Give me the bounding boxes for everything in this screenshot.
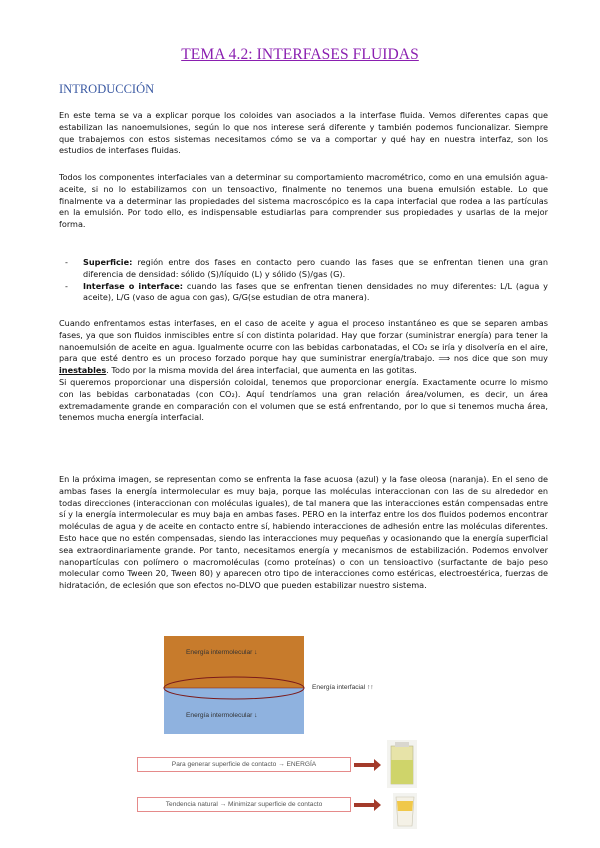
paragraph-figure-description: En la próxima imagen, se representan como se enfrenta la fase acuosa (azul) y la fase oleosa (naranja). En el seno de ambas fases la energía intermolecular es muy baja, porque las moléculas interaccionan con las de su alrededor en todas direcciones (interaccionan con moléculas iguales), de tal manera que las interacciones están compensadas entre sí y la energía intermolecular es muy baja en ambas fases. PERO en la interfaz entre los dos fluidos podemos encontrar moléculas de agua y de aceite en contacto entre sí, habiendo interacciones de adhesión entre las moléculas diferentes. Esto hace que no estén compensadas, siendo las interacciones muy pequeñas y ocasionando que la energía superficial sea extraordinariamente grande. Por tanto, necesitamos energía y mecanismos de estabilización. Podemos envolver nanopartículas con polímero o macromoléculas (como proteínas) o con un tensioactivo (surfactante de bajo peso molecular como Tween 20, Tween 80) y aparecen otro tipo de interacciones como estéricas, electroestérica, fuerzas de hidratación, de eclesión que son efectos no-DLVO que pueden estabilizar nuestro sistema.: [59, 474, 548, 591]
bullet-marker: -: [65, 257, 68, 267]
paragraph-energy: Si queremos proporcionar una dispersión coloidal, tenemos que proporcionar energía. Exactamente ocurre lo mismo con las bebidas carbonatadas (con CO₂). Aquí tendríamos una gran relación área/volumen, es decir, un área extremadamente grande en comparación con el volumen que se está enfrentando, por lo que si tenemos mucha área, tenemos mucha energía interfacial.: [59, 377, 548, 423]
paragraph-text: Cuando enfrentamos estas interfases, en el caso de aceite y agua el proceso instantáneo es que se separen ambas fases, ya que son fluidos inmiscibles entre sí con distinta polaridad. Hay que forzar (suministrar energía) para tener la nanoemulsión de aceite en agua. Igualmente ocurre con las bebidas carbonatadas, el CO₂ se iría y disolvería en el aire, para que esté dentro es un proceso forzado porque hay que suministrar energía/trabajo. ⟹ nos dice que son muy: [59, 318, 548, 364]
interfacial-energy-label: Energía interfacial ↑↑: [312, 684, 374, 691]
definition-text: región entre dos fases en contacto pero cuando las fases que se enfrentan tienen una gran diferencia de densidad: sólido (S)/líquido (L) y sólido (S)/gas (G).: [83, 257, 548, 279]
water-energy-label: Energía intermolecular ↓: [186, 712, 258, 719]
section-heading: INTRODUCCIÓN: [59, 82, 155, 96]
arrow-icon: [354, 759, 381, 771]
paragraph-components: Todos los componentes interfaciales van a determinar su comportamiento macrométrico, como en una emulsión agua-aceite, si no lo estabilizamos con un tensoactivo, finalmente no tenemos una buena emulsión estable. Lo que finalmente va a determinar las propiedades del sistema macroscópico es la capa interfacial que rodea a las partículas en la emulsión. Por todo ello, es indispensable estudiarlas para comprender sus propiedades y usarlas de la mejor forma.: [59, 172, 548, 230]
arrow-icon: [354, 799, 381, 811]
paragraph-text: . Todo por la misma movida del área interfacial, que aumenta en las gotitas.: [106, 365, 417, 376]
page-title: TEMA 4.2: INTERFASES FLUIDAS: [181, 46, 419, 63]
paragraph-intro: En este tema se va a explicar porque los coloides van asociados a la interfase fluida. Vemos diferentes capas que estabilizan las nanoemulsiones, según lo que nos interese será diferente y también podemos funcionalizar. Siempre que trabajemos con estos sistemas necesitamos cómo se va a comportar y qué hay en nuestra interfaz, son los estudios de interfases fluidas.: [59, 110, 548, 156]
definition-term: Interfase o interface:: [83, 280, 183, 291]
oil-energy-label: Energía intermolecular ↓: [186, 649, 258, 656]
energy-note-box: Para generar superficie de contacto → ENERGÍA: [137, 757, 351, 772]
tendency-note-box: Tendencia natural → Minimizar superficie de contacto: [137, 797, 351, 812]
definition-term: Superficie:: [83, 257, 133, 267]
definition-text: cuando las fases que se enfrentan tienen densidades no muy diferentes: L/L (agua y aceite), L/G (vaso de agua con gas), G/G(se estudian de otra manera).: [83, 280, 548, 303]
bullet-marker: -: [65, 280, 68, 291]
separated-phases-photo: [393, 793, 417, 829]
emulsion-photo: [387, 740, 417, 788]
emphasis-text: inestables: [59, 365, 107, 376]
